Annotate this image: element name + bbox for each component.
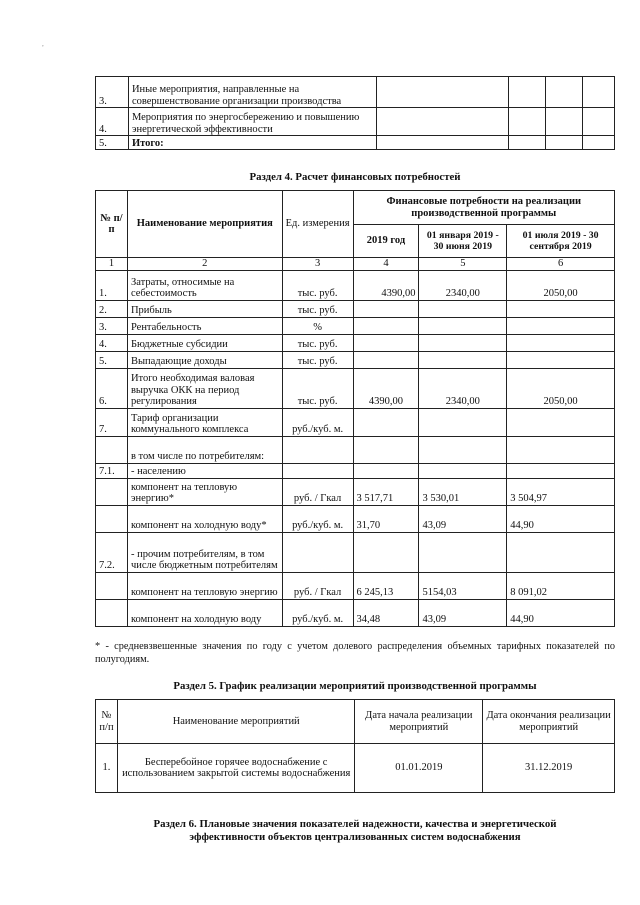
row-value-1: 4390,00 xyxy=(353,270,419,300)
table-row xyxy=(96,478,615,505)
row-number: 1. xyxy=(96,270,128,300)
header-name: Наименование мероприятий xyxy=(117,700,354,744)
row-number xyxy=(96,572,128,599)
row-value-2 xyxy=(419,300,507,317)
row-number: 7.1. xyxy=(96,463,128,478)
row-name: - населению xyxy=(127,463,282,478)
top-table xyxy=(95,76,615,150)
index-cell: 2 xyxy=(127,258,282,271)
section5-table xyxy=(95,699,615,793)
row-name: компонент на холодную воду xyxy=(127,599,282,626)
row-value-3: 44,90 xyxy=(507,599,615,626)
row-value-3 xyxy=(507,351,615,368)
header-start: Дата начала реализации мероприятий xyxy=(355,700,483,744)
row-unit xyxy=(282,436,353,463)
row-value-3: 2050,00 xyxy=(507,270,615,300)
row-value-3 xyxy=(507,317,615,334)
table-row xyxy=(96,108,615,136)
row-value-2 xyxy=(419,532,507,572)
row-value-1 xyxy=(353,351,419,368)
row-value-3 xyxy=(507,436,615,463)
table-row xyxy=(96,270,615,300)
row-unit: тыс. руб. xyxy=(282,351,353,368)
row-name: Затраты, относимые на себестоимость xyxy=(127,270,282,300)
table-row xyxy=(96,351,615,368)
table-row xyxy=(96,408,615,436)
header-period-2: 01 января 2019 - 30 июня 2019 xyxy=(419,225,507,258)
table-row xyxy=(96,136,615,150)
table-row xyxy=(96,334,615,351)
table-row xyxy=(96,532,615,572)
row-name: компонент на тепловую энергию xyxy=(127,572,282,599)
row-value-1: 34,48 xyxy=(353,599,419,626)
row-value-3: 44,90 xyxy=(507,505,615,532)
row-unit xyxy=(282,463,353,478)
index-cell: 3 xyxy=(282,258,353,271)
row-number: 5. xyxy=(96,351,128,368)
header-period-3: 01 июля 2019 - 30 сентября 2019 xyxy=(507,225,615,258)
table-row xyxy=(96,599,615,626)
index-cell: 6 xyxy=(507,258,615,271)
row-value-2: 2340,00 xyxy=(419,270,507,300)
row-value-2: 5154,03 xyxy=(419,572,507,599)
row-name: компонент на тепловую энергию* xyxy=(127,478,282,505)
row-end: 31.12.2019 xyxy=(483,744,615,793)
table-row xyxy=(96,744,615,793)
row-name: Мероприятия по энергосбережению и повышению энергетической эффективности xyxy=(128,108,376,136)
header-period-1: 2019 год xyxy=(353,225,419,258)
table-row xyxy=(96,436,615,463)
row-value-2: 43,09 xyxy=(419,599,507,626)
row-value-1 xyxy=(353,436,419,463)
row-number: 2. xyxy=(96,300,128,317)
row-unit: руб./куб. м. xyxy=(282,505,353,532)
row-unit: тыс. руб. xyxy=(282,334,353,351)
row-value-1: 4390,00 xyxy=(353,368,419,408)
header-num: № п/п xyxy=(96,700,118,744)
table-row xyxy=(96,317,615,334)
section5-title: Раздел 5. График реализации мероприятий производственной программы xyxy=(173,680,537,692)
row-start: 01.01.2019 xyxy=(355,744,483,793)
row-number xyxy=(96,599,128,626)
row-name: - прочим потребителям, в том числе бюджетным потребителям xyxy=(127,532,282,572)
row-name: Итого необходимая валовая выручка ОКК на период регулирования xyxy=(127,368,282,408)
row-name: Иные мероприятия, направленные на совершенствование организации производства xyxy=(128,77,376,108)
section6-title: Раздел 6. Плановые значения показателей надежности, качества и энергетической эффективности объектов централизованных систем водоснабжения xyxy=(153,818,557,843)
row-name: Тариф организации коммунального комплекса xyxy=(127,408,282,436)
row-name: Прибыль xyxy=(127,300,282,317)
table-row xyxy=(96,572,615,599)
row-name: Выпадающие доходы xyxy=(127,351,282,368)
row-value-1 xyxy=(353,463,419,478)
row-unit: руб./куб. м. xyxy=(282,408,353,436)
row-value-2 xyxy=(419,463,507,478)
row-name: Рентабельность xyxy=(127,317,282,334)
row-number: 4. xyxy=(96,334,128,351)
row-value-2: 43,09 xyxy=(419,505,507,532)
header-name: Наименование мероприятия xyxy=(127,191,282,258)
row-value-2 xyxy=(419,317,507,334)
row-unit: % xyxy=(282,317,353,334)
row-value-2 xyxy=(419,436,507,463)
row-value-2 xyxy=(419,351,507,368)
row-number: 5. xyxy=(96,136,129,150)
row-number: 4. xyxy=(96,108,129,136)
row-number xyxy=(96,505,128,532)
row-unit: руб. / Гкал xyxy=(282,572,353,599)
row-value-1: 3 517,71 xyxy=(353,478,419,505)
table-row xyxy=(96,368,615,408)
row-unit: руб./куб. м. xyxy=(282,599,353,626)
row-value-1: 6 245,13 xyxy=(353,572,419,599)
row-unit: тыс. руб. xyxy=(282,270,353,300)
row-value-3: 3 504,97 xyxy=(507,478,615,505)
row-name: Бесперебойное горячее водоснабжение с использованием закрытой системы водоснабжения xyxy=(117,744,354,793)
row-value-1 xyxy=(353,334,419,351)
row-name: Итого: xyxy=(128,136,376,150)
row-number: 7. xyxy=(96,408,128,436)
section4-table xyxy=(95,190,615,627)
table-row xyxy=(96,505,615,532)
index-cell: 5 xyxy=(419,258,507,271)
row-value-1 xyxy=(353,317,419,334)
row-value-1 xyxy=(353,408,419,436)
row-value-1 xyxy=(353,532,419,572)
row-value-2: 2340,00 xyxy=(419,368,507,408)
row-number: 7.2. xyxy=(96,532,128,572)
row-number xyxy=(96,436,128,463)
row-number: 3. xyxy=(96,77,129,108)
header-num: № п/п xyxy=(96,191,128,258)
row-number: 1. xyxy=(96,744,118,793)
row-value-2 xyxy=(419,408,507,436)
section4-title: Раздел 4. Расчет финансовых потребностей xyxy=(249,171,461,183)
row-value-2 xyxy=(419,334,507,351)
row-number: 6. xyxy=(96,368,128,408)
row-name: компонент на холодную воду* xyxy=(127,505,282,532)
row-value-1: 31,70 xyxy=(353,505,419,532)
header-unit: Ед. измерения xyxy=(282,191,353,258)
header-group: Финансовые потребности на реализации производственной программы xyxy=(353,191,614,225)
row-name: Бюджетные субсидии xyxy=(127,334,282,351)
row-value-3 xyxy=(507,532,615,572)
table-row xyxy=(96,463,615,478)
scan-mark: , xyxy=(42,40,44,48)
row-unit: тыс. руб. xyxy=(282,368,353,408)
row-value-3 xyxy=(507,463,615,478)
row-value-3 xyxy=(507,334,615,351)
row-value-1 xyxy=(353,300,419,317)
footnote: * - средневзвешенные значения по году с учетом долевого распределения объемных тарифных показателей по полугодиям. xyxy=(95,641,615,665)
row-number xyxy=(96,478,128,505)
header-end: Дата окончания реализации мероприятий xyxy=(483,700,615,744)
row-value-3: 8 091,02 xyxy=(507,572,615,599)
row-unit: тыс. руб. xyxy=(282,300,353,317)
table-row xyxy=(96,300,615,317)
row-value-3 xyxy=(507,408,615,436)
row-value-3 xyxy=(507,300,615,317)
row-unit xyxy=(282,532,353,572)
row-name: в том числе по потребителям: xyxy=(127,436,282,463)
row-unit: руб. / Гкал xyxy=(282,478,353,505)
table-row xyxy=(96,77,615,108)
row-value-3: 2050,00 xyxy=(507,368,615,408)
row-number: 3. xyxy=(96,317,128,334)
row-value-2: 3 530,01 xyxy=(419,478,507,505)
index-cell: 4 xyxy=(353,258,419,271)
index-cell: 1 xyxy=(96,258,128,271)
